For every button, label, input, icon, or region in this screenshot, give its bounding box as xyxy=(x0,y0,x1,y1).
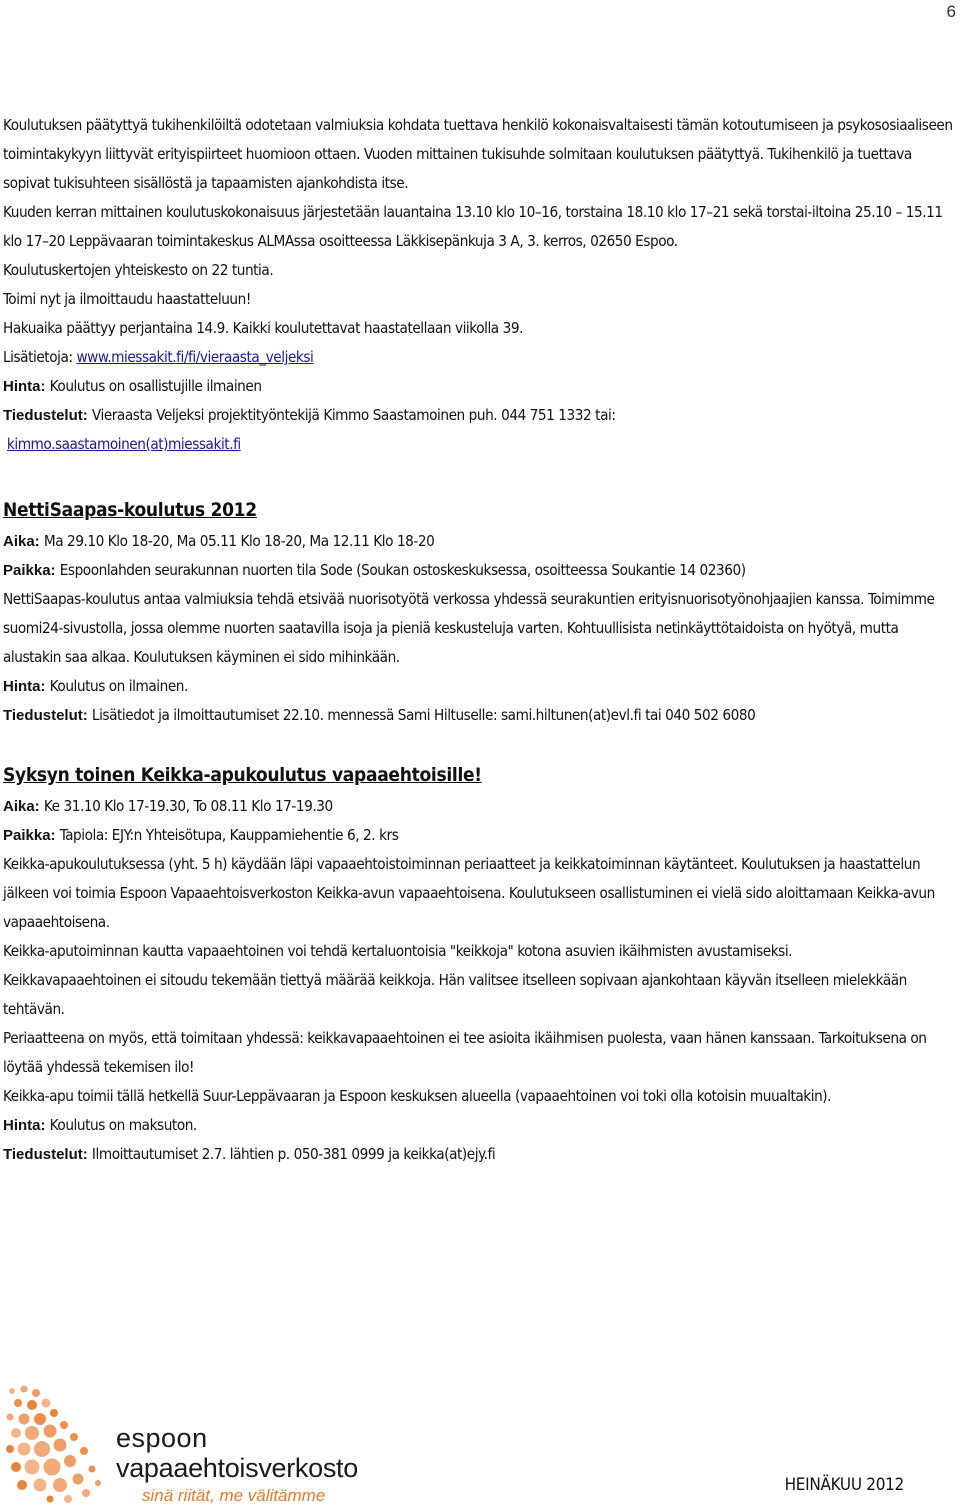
logo-dot xyxy=(89,1466,96,1473)
contact-email-link[interactable]: kimmo.saastamoinen(at)miessakit.fi xyxy=(6,435,241,453)
footer-date: HEINÄKUU 2012 xyxy=(784,1475,904,1495)
logo-dot xyxy=(47,1496,54,1503)
logo-dot xyxy=(11,1428,21,1438)
logo-dot xyxy=(6,1445,14,1453)
logo-dot xyxy=(18,1443,31,1456)
logo-dot xyxy=(34,1479,47,1492)
nettisaapas-body: NettiSaapas-koulutus antaa valmiuksia tehdä etsivää nuorisotyötä verkossa yhdessä seurakuntien erityisnuorisotyönohjaajien kanssa. Toimimme suomi24-sivustolla, jossa olemme nuorten saatavilla isoja ja pieniä keskusteluja varten. Kohtuullisista netinkäyttötaidoista on hyötyä, mutta alustakin saa alkaa. Koulutuksen käyminen ei sido mihinkään. xyxy=(3,590,935,666)
intro-paragraph-3: Koulutuskertojen yhteiskesto on 22 tuntia. xyxy=(3,261,274,279)
price-text: Koulutus on ilmainen. xyxy=(49,677,188,695)
logo-dot xyxy=(60,1421,68,1429)
logo-dot xyxy=(82,1489,90,1497)
intro-paragraph-2: Kuuden kerran mittainen koulutuskokonaisuus järjestetään lauantaina 13.10 klo 10–16, torstaina 18.10 klo 17–21 sekä torstai-iltoina 25.10 – 15.11 klo 17–20 Leppävaaran toimintakeskus ALMAssa osoitteessa Läkkisepänkuja 3 A, 3. kerros, 02650 Espoo. xyxy=(3,203,943,250)
contact-text: Lisätiedot ja ilmoittautumiset 22.10. mennessä Sami Hiltuselle: sami.hiltunen(at)evl.fi tai 040 502 6080 xyxy=(91,706,756,724)
time-text: Ma 29.10 Klo 18-20, Ma 05.11 Klo 18-20, Ma 12.11 Klo 18-20 xyxy=(43,532,435,550)
logo-dot xyxy=(80,1447,88,1455)
place-label: Paikka: xyxy=(3,562,60,579)
page-number: 6 xyxy=(946,2,956,21)
logo-dot xyxy=(95,1480,101,1486)
logo-dot xyxy=(73,1474,84,1485)
logo-dot xyxy=(11,1462,21,1472)
keikka-paragraph-3: Keikkavapaaehtoinen ei sitoudu tekemään tiettyä määrää keikkoja. Hän valitsee itselleen sopivaan ajankohtaan käyvän itselleen mielekkään tehtävän. xyxy=(3,971,907,1018)
logo-dot xyxy=(64,1495,72,1503)
time-label: Aika: xyxy=(3,798,44,815)
logo-dot xyxy=(21,1386,28,1393)
intro-paragraph-4: Toimi nyt ja ilmoittaudu haastatteluun! xyxy=(3,290,251,308)
logo-dot xyxy=(25,1426,39,1440)
document-body xyxy=(3,111,958,1169)
logo-dot xyxy=(27,1400,37,1410)
contact-label: Tiedustelut: xyxy=(3,407,92,424)
nettisaapas-time-line xyxy=(3,527,958,556)
logo-dot xyxy=(54,1439,67,1452)
contact-email-line xyxy=(3,430,958,459)
logo-dot xyxy=(25,1460,40,1475)
logo-dot xyxy=(64,1455,76,1467)
logo-dots-icon xyxy=(2,1383,114,1503)
logo-dot xyxy=(44,1425,57,1438)
place-text: Espoonlahden seurakunnan nuorten tila Sode (Soukan ostoskeskuksessa, osoitteessa Soukantie 14 02360) xyxy=(59,561,746,579)
nettisaapas-contact-line xyxy=(3,701,958,730)
info-link[interactable]: www.miessakit.fi/fi/vieraasta_veljeksi xyxy=(76,348,314,366)
keikka-time-line xyxy=(3,792,958,821)
intro-paragraph-1: Koulutuksen päätyttyä tukihenkilöiltä odotetaan valmiuksia kohdata tuettava henkilö kokonaisvaltaisesti tämän kotoutumiseen ja psykososiaaliseen toimintakykyyn liittyvät erityispiirteet huomioon ottaen. Vuoden mittainen tukisuhde solmitaan koulutuksen päätyttyä. Tukihenkilö ja tuettava sopivat tukisuhteen sisällöstä ja tapaamisten ajankohdista itse. xyxy=(3,116,953,192)
time-label: Aika: xyxy=(3,533,44,550)
logo-dot xyxy=(42,1399,51,1408)
espoon-vapaaehtoisverkosto-logo xyxy=(2,1383,362,1503)
nettisaapas-price-line xyxy=(3,672,958,701)
section-title-keikka-apu: Syksyn toinen Keikka-apukoulutus vapaaehtoisille! xyxy=(3,764,482,786)
intro-paragraph-5: Hakuaika päättyy perjantaina 14.9. Kaikki koulutettavat haastatellaan viikolla 39. xyxy=(3,319,523,337)
logo-line-2: vapaaehtoisverkosto xyxy=(116,1453,358,1483)
price-label: Hinta: xyxy=(3,378,50,395)
keikka-contact-line xyxy=(3,1140,958,1169)
contact-label: Tiedustelut: xyxy=(3,707,92,724)
logo-line-1: espoon xyxy=(116,1423,208,1453)
info-label: Lisätietoja: xyxy=(3,348,77,366)
logo-dot xyxy=(7,1414,14,1421)
logo-tagline: sinä riität, me välitämme xyxy=(142,1486,326,1505)
price-label: Hinta: xyxy=(3,678,50,695)
logo-dot xyxy=(34,1441,50,1457)
logo-dot xyxy=(19,1414,30,1425)
nettisaapas-place-line xyxy=(3,556,958,585)
contact-text: Vieraasta Veljeksi projektityöntekijä Kimmo Saastamoinen puh. 044 751 1332 tai: xyxy=(91,406,616,424)
logo-dot xyxy=(32,1389,40,1397)
place-text: Tapiola: EJY:n Yhteisötupa, Kauppamiehentie 6, 2. krs xyxy=(59,826,399,844)
place-label: Paikka: xyxy=(3,827,60,844)
contact-text: Ilmoittautumiset 2.7. lähtien p. 050-381 0999 ja keikka(at)ejy.fi xyxy=(91,1145,496,1163)
keikka-place-line xyxy=(3,821,958,850)
logo-dot xyxy=(53,1478,67,1492)
logo-dot xyxy=(70,1433,78,1441)
logo-dot xyxy=(9,1388,15,1394)
keikka-paragraph-5: Keikka-apu toimii tällä hetkellä Suur-Leppävaaran ja Espoon keskuksen alueella (vapaaehtoinen voi toki olla kotoisin muualtakin). xyxy=(3,1087,832,1105)
contact-label: Tiedustelut: xyxy=(3,1146,92,1163)
logo-dot xyxy=(50,1409,58,1417)
logo-dot xyxy=(34,1413,46,1425)
section-title-nettisaapas: NettiSaapas-koulutus 2012 xyxy=(3,499,257,521)
keikka-paragraph-1: Keikka-apukoulutuksessa (yht. 5 h) käydään läpi vapaaehtoistoiminnan periaatteet ja keikkatoiminnan käytänteet. Koulutuksen ja haastattelun jälkeen voi toimia Espoon Vapaaehtoisverkoston Keikka-avun vapaaehtoisena. Koulutukseen osallistuminen ei vielä sido aloittamaan Keikka-avun vapaaehtoisena. xyxy=(3,855,935,931)
keikka-paragraph-2: Keikka-aputoiminnan kautta vapaaehtoinen voi tehdä kertaluontoisia "keikkoja" kotona asuvien ikäihmisten avustamiseksi. xyxy=(3,942,793,960)
price-text: Koulutus on maksuton. xyxy=(49,1116,197,1134)
info-line xyxy=(3,343,958,372)
logo-dot xyxy=(14,1399,22,1407)
time-text: Ke 31.10 Klo 17-19.30, To 08.11 Klo 17-19.30 xyxy=(43,797,333,815)
price-text: Koulutus on osallistujille ilmainen xyxy=(49,377,262,395)
keikka-price-line xyxy=(3,1111,958,1140)
keikka-paragraph-4: Periaatteena on myös, että toimitaan yhdessä: keikkavapaaehtoinen ei tee asioita ikäihmisen puolesta, vaan hänen kanssaan. Tarkoituksena on löytää yhdessä tekemisen ilo! xyxy=(3,1029,927,1076)
logo-dot xyxy=(44,1459,61,1476)
logo-dot xyxy=(17,1480,27,1490)
price-line xyxy=(3,372,958,401)
contact-line xyxy=(3,401,958,430)
price-label: Hinta: xyxy=(3,1117,50,1134)
